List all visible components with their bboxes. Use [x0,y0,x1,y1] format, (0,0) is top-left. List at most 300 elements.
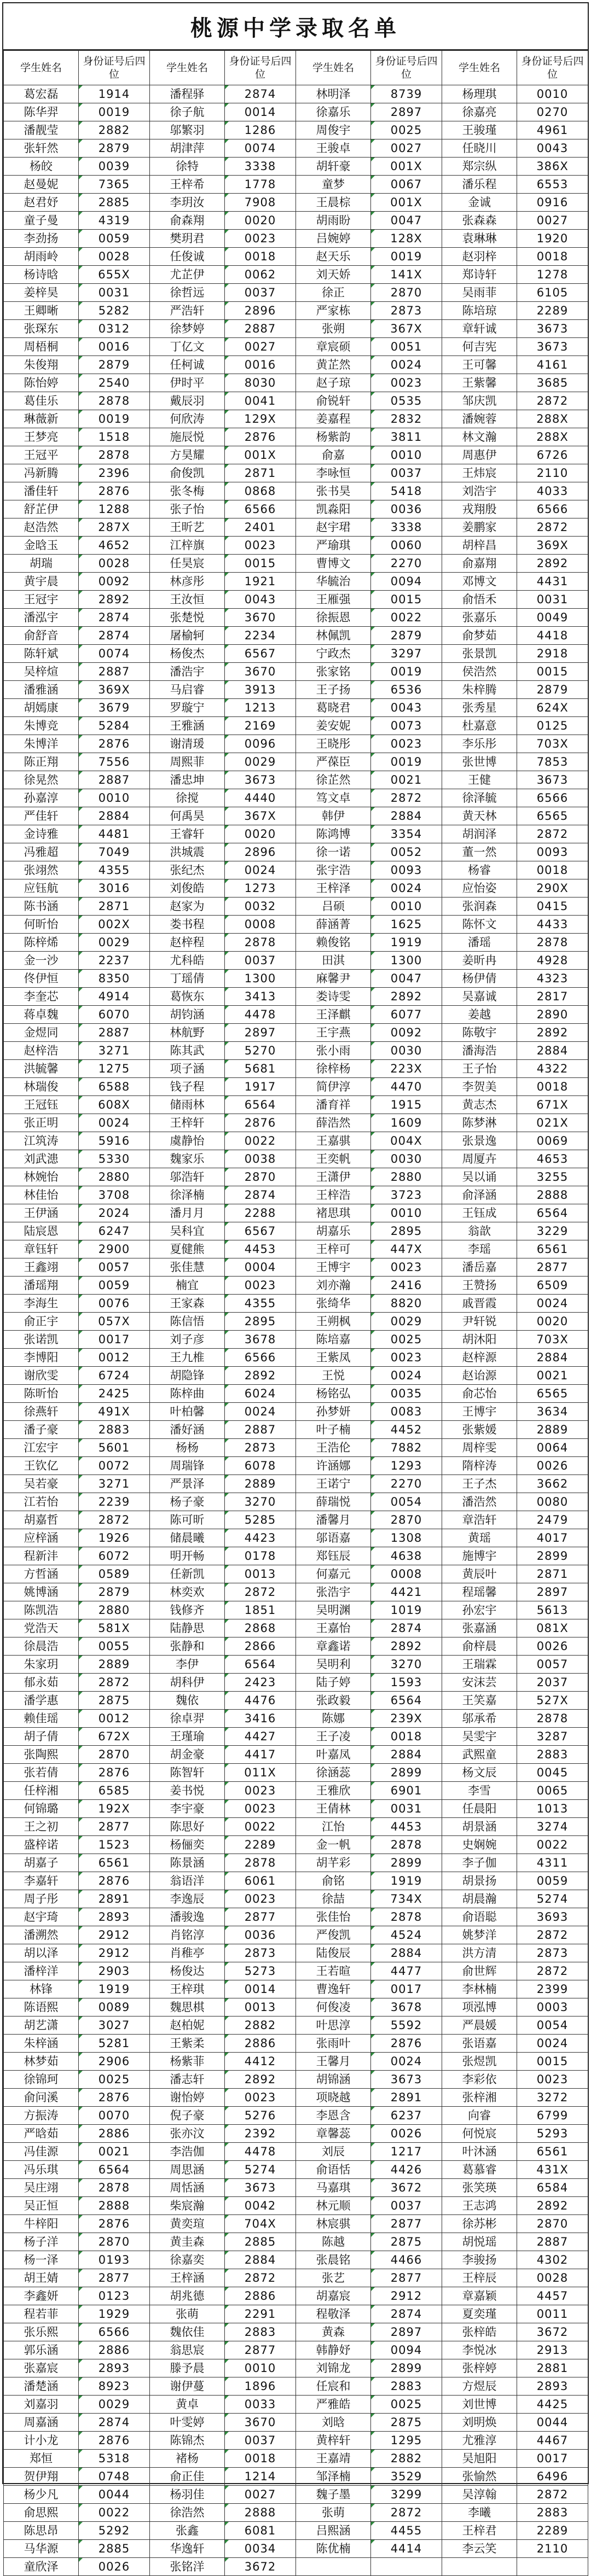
table-row [4,2341,588,2359]
student-name-cell: 王睿轩 [150,825,225,843]
table-row [4,2107,588,2125]
student-name-cell: 张笑瑛 [442,2179,517,2197]
student-name-cell: 张萌 [150,2305,225,2323]
student-name-cell: 张浩宇 [296,1583,371,1601]
student-id-cell: 0052 [371,843,442,861]
student-name-cell: 王九椎 [150,1349,225,1367]
student-name-cell: 周思涵 [150,2161,225,2179]
student-id-cell: 5270 [225,1042,296,1060]
student-name-cell: 陈梓烯 [4,934,79,952]
student-id-cell: 4425 [517,2396,588,2414]
student-id-cell: 0024 [371,879,442,897]
student-name-cell: 徐泽毓 [442,789,517,807]
student-id-cell: 0026 [517,1457,588,1475]
student-id-cell: 2868 [225,1619,296,1637]
table-row [4,230,588,248]
student-id-cell: 2874 [371,1619,442,1637]
student-name-cell: 戎翔殷 [442,500,517,518]
table-row [4,879,588,897]
table-row [4,338,588,356]
student-id-cell: 4470 [371,1078,442,1096]
id-header: 身份证号后四位 [517,51,588,85]
table-row [4,1619,588,1637]
student-name-cell: 王紫馨 [442,374,517,392]
student-id-cell: 1851 [225,1601,296,1619]
student-id-cell: 2875 [79,1692,150,1710]
student-id-cell: 2876 [79,2215,150,2233]
student-name-cell: 周子彤 [4,1890,79,1908]
student-name-cell: 任宸和 [296,2377,371,2396]
student-id-cell: 3673 [225,2179,296,2197]
student-name-cell: 张铭洋 [150,2558,225,2576]
student-name-cell: 陈娜 [296,1710,371,1728]
student-name-cell: 潘忠坤 [150,771,225,789]
student-name-cell: 冯佳源 [4,2143,79,2161]
table-row [4,2432,588,2450]
student-id-cell: 2873 [371,302,442,320]
student-id-cell: 4414 [371,2540,442,2558]
student-name-cell: 滕予晨 [150,2359,225,2377]
student-name-cell: 任昊宸 [150,555,225,573]
student-name-cell: 徐锦珂 [4,2071,79,2089]
student-name-cell: 王钦亿 [4,1457,79,1475]
student-id-cell: 3255 [517,1168,588,1186]
student-id-cell: 288X [517,410,588,428]
student-id-cell: 141X [371,266,442,284]
student-name-cell: 安沫芸 [442,1674,517,1692]
student-id-cell: 4431 [517,573,588,591]
student-name-cell: 王钰成 [442,1204,517,1222]
student-id-cell: 129X [225,410,296,428]
student-name-cell: 陈华羿 [4,103,79,121]
student-id-cell: 0013 [225,1565,296,1583]
student-id-cell: 2889 [225,1475,296,1493]
student-id-cell: 7853 [517,753,588,771]
student-name-cell: 潘乐程 [442,176,517,194]
student-name-cell: 严晗茹 [4,2125,79,2143]
student-id-cell: 2903 [79,1962,150,1980]
student-id-cell: 3416 [225,1710,296,1728]
student-name-cell: 金诗雅 [4,825,79,843]
student-id-cell: 6561 [517,1240,588,1258]
table-row [4,302,588,320]
student-name-cell: 金一沙 [4,952,79,970]
student-id-cell: 3672 [517,2323,588,2341]
student-name-cell: 曹逸轩 [296,1980,371,1998]
table-row [4,952,588,970]
student-name-cell: 李玥汝 [150,194,225,212]
student-id-cell: 3693 [517,1908,588,1926]
student-name-cell: 陈梓曲 [150,1385,225,1403]
student-name-cell: 尤芷伊 [150,266,225,284]
table-row [4,789,588,807]
student-name-cell: 胡兆德 [150,2287,225,2305]
student-name-cell: 尤雅淳 [442,2432,517,2450]
student-id-cell: 4457 [517,2287,588,2305]
student-name-cell: 黄圭森 [150,2233,225,2251]
student-name-cell: 王瑾瑜 [150,1728,225,1746]
student-name-cell: 杨铭弘 [296,1385,371,1403]
student-id-cell: 6567 [225,1222,296,1240]
student-name-cell: 刘亦瀚 [296,1277,371,1295]
student-id-cell: 2886 [225,2287,296,2305]
table-row [4,2016,588,2035]
student-name-cell: 施博宇 [442,1547,517,1565]
student-name-cell: 何昕怡 [4,916,79,934]
table-row [4,1168,588,1186]
student-id-cell: 2912 [79,1944,150,1962]
student-id-cell: 1920 [517,230,588,248]
table-row [4,988,588,1006]
student-id-cell: 0029 [79,2396,150,2414]
student-id-cell: 3229 [517,1222,588,1240]
student-name-cell: 何嘉元 [296,1565,371,1583]
student-id-cell: 0027 [371,139,442,158]
student-name-cell: 王雅涵 [150,717,225,735]
student-id-cell: 2876 [79,1872,150,1890]
table-row [4,2558,588,2576]
student-id-cell: 5284 [79,717,150,735]
student-id-cell: 0027 [225,2486,296,2504]
student-name-cell: 林梦茹 [4,2053,79,2071]
student-id-cell: 8820 [371,1295,442,1313]
student-id-cell: 7882 [371,1439,442,1457]
student-id-cell: 1919 [371,934,442,952]
student-name-cell: 郑恒 [4,2450,79,2468]
student-name-cell: 王骏瑾 [442,121,517,139]
student-name-cell: 王宇燕 [296,1024,371,1042]
student-name-cell: 何禹昊 [150,807,225,825]
student-id-cell: 287X [79,518,150,537]
student-name-cell: 王雅欣 [296,1782,371,1800]
student-id-cell: 2875 [371,2414,442,2432]
student-name-cell: 刘明焕 [442,2414,517,2432]
student-name-cell: 潘馨月 [296,1511,371,1529]
student-id-cell: 2832 [371,410,442,428]
student-id-cell: 0017 [517,2450,588,2468]
student-name-cell: 胡嘉子 [4,1854,79,1872]
student-name-cell: 吴雯宇 [442,1728,517,1746]
student-name-cell: 严浩轩 [150,302,225,320]
student-name-cell: 胡科伊 [150,1674,225,1692]
student-name-cell: 王子扬 [296,681,371,699]
student-id-cell: 0031 [371,1800,442,1818]
student-id-cell: 0025 [371,2396,442,2414]
student-id-cell: 4433 [517,916,588,934]
student-id-cell: 2399 [517,1980,588,1998]
student-name-cell: 吴明渊 [296,1601,371,1619]
student-name-cell: 张艺 [296,2269,371,2287]
student-id-cell: 0010 [517,85,588,103]
student-name-cell: 胡隐锋 [150,1367,225,1385]
student-id-cell: 2885 [225,2233,296,2251]
student-id-cell: 8923 [79,2377,150,2396]
student-name-cell: 钱修齐 [150,1601,225,1619]
student-id-cell: 2872 [517,518,588,537]
student-id-cell: 1609 [371,1114,442,1132]
student-name-cell: 李曦 [442,2504,517,2522]
student-id-cell: 0004 [225,1258,296,1277]
table-row [4,2071,588,2089]
table-row [4,1475,588,1493]
student-name-cell: 林元顺 [296,2197,371,2215]
student-name-cell: 张纪杰 [150,861,225,879]
student-id-cell: 2897 [371,2323,442,2341]
student-name-cell: 黄志杰 [442,1096,517,1114]
student-id-cell: 0008 [225,916,296,934]
student-id-cell: 2886 [225,2035,296,2053]
student-name-cell: 李逸辰 [150,1890,225,1908]
table-row [4,2161,588,2179]
student-name-cell: 吴庄翊 [4,2179,79,2197]
student-id-cell: 2872 [371,789,442,807]
student-id-cell: 0031 [517,591,588,609]
student-id-cell: 2239 [79,1493,150,1511]
student-id-cell: 3708 [79,1186,150,1204]
table-row [4,2522,588,2540]
student-name-cell: 笃文卓 [296,789,371,807]
student-id-cell: 3723 [371,1186,442,1204]
student-name-cell: 徐嘉奕 [150,2251,225,2269]
student-id-cell: 2884 [79,807,150,825]
student-name-cell: 潘浩然 [442,1493,517,1511]
student-id-cell: 3338 [371,518,442,537]
student-id-cell: 001X [225,446,296,464]
student-name-cell: 徐晃然 [4,771,79,789]
table-row [4,1457,588,1475]
student-id-cell: 6061 [225,1872,296,1890]
student-id-cell: 2880 [79,1601,150,1619]
student-name-cell: 虞静怡 [150,1132,225,1150]
student-id-cell: 367X [225,807,296,825]
student-name-cell: 胡以泽 [4,1944,79,1962]
table-row [4,1150,588,1168]
student-name-cell: 章鑫诺 [296,1637,371,1656]
student-name-cell: 田淇 [296,952,371,970]
student-name-cell: 简伊淳 [296,1078,371,1096]
student-id-cell: 0015 [225,555,296,573]
student-id-cell: 2897 [517,1583,588,1601]
student-id-cell: 4478 [225,2143,296,2161]
student-id-cell: 223X [371,1060,442,1078]
student-id-cell: 0019 [371,248,442,266]
table-row [4,1818,588,1836]
student-name-cell: 凯淼阳 [296,500,371,518]
student-id-cell: 4033 [517,482,588,500]
student-id-cell: 2479 [517,1511,588,1529]
student-id-cell: 6566 [79,2323,150,2341]
student-name-cell: 贺伊翔 [4,2468,79,2486]
table-row [4,1240,588,1258]
student-name-cell: 胡津萍 [150,139,225,158]
table-row [4,392,588,410]
student-name-cell: 胡子倩 [4,1728,79,1746]
student-id-cell: 2884 [371,1746,442,1764]
student-name-cell: 王志鸿 [442,2197,517,2215]
student-id-cell: 2885 [79,194,150,212]
student-id-cell: 4453 [225,1240,296,1258]
student-name-cell: 赵宇珺 [296,518,371,537]
student-id-cell: 6509 [517,1277,588,1295]
student-name-cell: 胡锦涵 [296,2071,371,2089]
student-id-cell: 0054 [371,1493,442,1511]
student-name-cell: 潘岳嘉 [442,1258,517,1277]
student-name-cell: 周惠伊 [442,446,517,464]
table-row [4,1403,588,1421]
student-name-cell: 樊玥君 [150,230,225,248]
student-name-cell: 赵宇琦 [4,1908,79,1926]
student-name-cell: 胡润泽 [442,825,517,843]
student-id-cell: 0014 [225,103,296,121]
student-name-cell: 周梧桐 [4,338,79,356]
student-name-cell: 张亦汶 [150,2125,225,2143]
student-name-cell: 陈越 [296,2233,371,2251]
student-id-cell: 0036 [371,500,442,518]
student-name-cell: 王赞扬 [442,1277,517,1295]
student-id-cell: 3811 [371,428,442,446]
student-id-cell: 6564 [225,1096,296,1114]
student-id-cell: 2289 [517,302,588,320]
student-name-cell: 林婉怡 [4,1168,79,1186]
student-id-cell: 0027 [225,338,296,356]
student-id-cell: 5681 [225,1060,296,1078]
student-name-cell: 王诺宁 [296,1475,371,1493]
student-name-cell: 丁瑶倩 [150,970,225,988]
student-id-cell: 0029 [79,934,150,952]
student-id-cell: 2913 [517,2341,588,2359]
student-id-cell: 290X [517,879,588,897]
student-id-cell: 2289 [225,1836,296,1854]
student-id-cell: 192X [79,1800,150,1818]
student-id-cell: 0028 [79,555,150,573]
student-id-cell: 0020 [225,825,296,843]
student-id-cell: 0023 [225,1890,296,1908]
student-id-cell: 2899 [371,2359,442,2377]
student-name-cell: 吴旭阳 [442,2450,517,2468]
student-name-cell: 徐子航 [150,103,225,121]
student-name-cell: 马启睿 [150,681,225,699]
student-name-cell: 林佳怡 [4,1186,79,1204]
table-row [4,2305,588,2323]
student-name-cell: 王可馨 [442,356,517,374]
student-name-cell: 杨俊杰 [150,645,225,663]
student-id-cell: 057X [79,1313,150,1331]
student-name-cell: 杨子洋 [4,2233,79,2251]
student-id-cell: 527X [517,1692,588,1710]
student-id-cell: 2872 [225,2269,296,2287]
student-name-cell: 肖稚亭 [150,1944,225,1962]
student-id-cell: 2912 [371,2287,442,2305]
table-row [4,2377,588,2396]
student-name-cell: 周瑞锋 [150,1457,225,1475]
student-name-cell: 刘锦龙 [296,2359,371,2377]
student-id-cell: 2876 [225,428,296,446]
student-id-cell: 2895 [371,1222,442,1240]
student-id-cell: 2870 [225,1168,296,1186]
student-name-cell: 张书昊 [296,482,371,500]
student-id-cell: 0025 [371,1331,442,1349]
student-name-cell: 俞正宇 [4,1313,79,1331]
student-name-cell: 刘晗 [296,2414,371,2432]
student-id-cell: 0019 [371,753,442,771]
student-id-cell: 1300 [225,970,296,988]
student-id-cell: 3270 [225,1493,296,1511]
student-name-cell: 黄辰叶 [442,1565,517,1583]
student-id-cell: 2896 [225,843,296,861]
table-row [4,1782,588,1800]
student-id-cell: 2897 [225,1024,296,1042]
student-name-cell: 李嘉轩 [4,1872,79,1890]
student-id-cell: 0022 [225,1818,296,1836]
student-id-cell: 2880 [79,1168,150,1186]
student-name-cell: 陈鸿博 [296,825,371,843]
student-id-cell: 2876 [79,1764,150,1782]
student-id-cell: 5274 [225,2161,296,2179]
student-id-cell: 5613 [517,1601,588,1619]
student-name-cell: 张嘉宸 [4,2359,79,2377]
student-id-cell: 3529 [371,2468,442,2486]
student-id-cell: 4421 [371,1583,442,1601]
student-name-cell: 葛晓君 [296,699,371,717]
student-id-cell: 4418 [517,627,588,645]
student-name-cell: 夏健熊 [150,1240,225,1258]
table-row [4,2125,588,2143]
student-id-cell: 2882 [371,2450,442,2468]
student-id-cell: 6496 [517,2468,588,2486]
student-id-cell: 2873 [517,1944,588,1962]
student-id-cell: 1273 [225,879,296,897]
student-name-cell: 洪城震 [150,843,225,861]
student-name-cell: 江怡 [296,1818,371,1836]
student-name-cell: 刘嘉羽 [4,2396,79,2414]
table-row [4,609,588,627]
student-id-cell: 2899 [371,1764,442,1782]
student-name-cell: 程瑶馨 [442,1583,517,1601]
student-name-cell: 王馨月 [296,2053,371,2071]
student-name-cell: 张轩然 [4,139,79,158]
student-id-cell: 0018 [225,2450,296,2468]
table-row [4,1204,588,1222]
table-row [4,2414,588,2432]
student-id-cell: 5292 [79,2522,150,2540]
student-name-cell: 杨杨 [150,1439,225,1457]
student-name-cell: 计小龙 [4,2432,79,2450]
student-name-cell: 郁永茹 [4,1674,79,1692]
student-id-cell: 2891 [371,2089,442,2107]
admission-table [3,50,588,2576]
student-name-cell: 蒋卓魏 [4,1006,79,1024]
student-name-cell: 陈凯浩 [4,1601,79,1619]
student-id-cell: 0026 [517,1637,588,1656]
student-name-cell: 陆静思 [150,1619,225,1637]
table-row [4,861,588,879]
student-id-cell: 2879 [79,1583,150,1601]
student-id-cell: 0012 [79,1710,150,1728]
student-id-cell: 2899 [371,1854,442,1872]
student-id-cell: 2876 [225,1114,296,1132]
student-name-cell: 胡瑞 [4,555,79,573]
student-name-cell: 任柯诚 [150,356,225,374]
table-row [4,699,588,717]
student-name-cell: 王泽麒 [296,1006,371,1024]
student-id-cell: 2873 [225,1944,296,1962]
student-id-cell: 2906 [79,2053,150,2071]
student-id-cell: 369X [79,681,150,699]
student-id-cell: 3634 [517,1403,588,1421]
student-name-cell: 牛梓阳 [4,2215,79,2233]
student-id-cell: 2872 [517,392,588,410]
student-id-cell: 0033 [225,2396,296,2414]
